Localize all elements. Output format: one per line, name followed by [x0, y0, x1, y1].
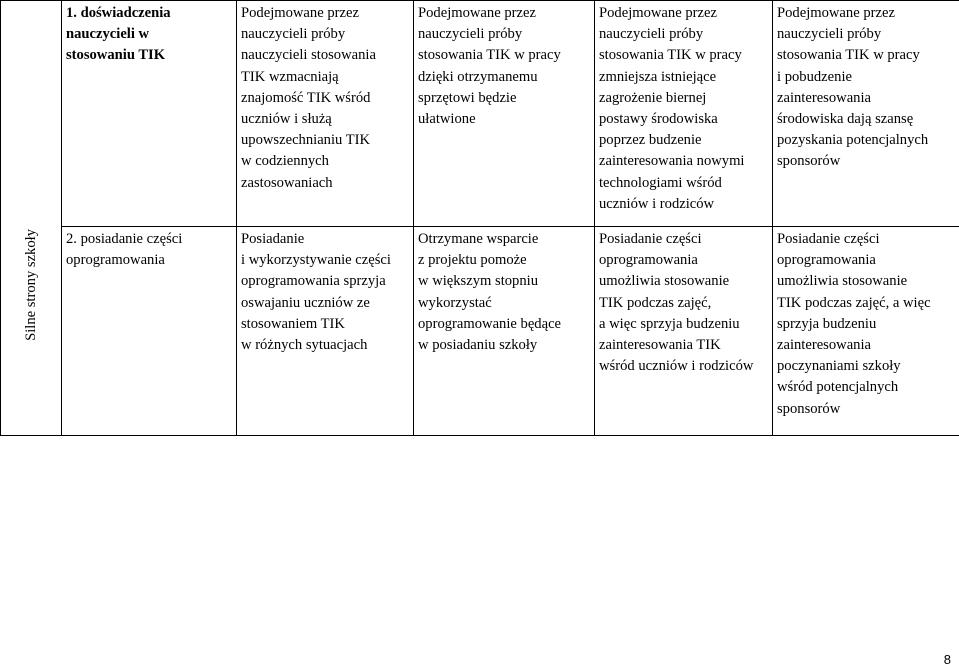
cell-text: Otrzymane wsparcie z projektu pomoże w większym stopniu wykorzystać oprogramowanie będące w posiadaniu szkoły: [418, 231, 562, 354]
cell-text: Podejmowane przez nauczycieli próby stosowania TIK w pracy i pobudzenie zainteresowania środowiska dają szansę pozyskania potencjalnych sponsorów: [777, 5, 929, 170]
table-cell: [595, 227, 773, 436]
row-heading-cell: [62, 1, 237, 227]
cell-text: Podejmowane przez nauczycieli próby stosowania TIK w pracy dzięki otrzymanemu sprzętowi będzie ułatwione: [418, 5, 561, 128]
cell-text: Posiadanie części oprogramowania umożliwia stosowanie TIK podczas zajęć, a więc sprzyja budzeniu zainteresowania poczynaniami szkoły wśród potencjalnych sponsorów: [777, 231, 931, 417]
row-heading: 1. doświadczenia nauczycieli w stosowaniu TIK: [66, 5, 171, 64]
table-row: [1, 227, 959, 436]
side-label: Silne strony szkoły: [22, 228, 39, 341]
table-cell: [414, 1, 595, 227]
page-number: 8: [943, 652, 951, 667]
table-cell: [773, 227, 959, 436]
row-heading: 2. posiadanie części oprogramowania: [66, 231, 183, 269]
table-cell: [773, 1, 959, 227]
cell-text: Podejmowane przez nauczycieli próby nauczycieli stosowania TIK wzmacniają znajomość TIK wśród uczniów i służą upowszechnianiu TIK w codziennych zastosowaniach: [241, 5, 376, 191]
table-cell: [414, 227, 595, 436]
row-heading-cell: [62, 227, 237, 436]
table-cell: [595, 1, 773, 227]
table-row: [1, 1, 959, 227]
cell-text: Posiadanie i wykorzystywanie części oprogramowania sprzyja oswajaniu uczniów ze stosowaniem TIK w różnych sytuacjach: [241, 231, 391, 354]
side-label-cell: [1, 227, 62, 436]
cell-text: Podejmowane przez nauczycieli próby stosowania TIK w pracy zmniejsza istniejące zagrożenie biernej postawy środowiska poprzez budzenie zainteresowania nowymi technologiami wśród uczniów i rodziców: [599, 5, 745, 212]
table-cell: [237, 227, 414, 436]
cell-text: Posiadanie części oprogramowania umożliwia stosowanie TIK podczas zajęć, a więc sprzyja budzeniu zainteresowania TIK wśród uczniów i rodziców: [599, 231, 754, 375]
side-label-cell-top: [1, 1, 62, 227]
table-cell: [237, 1, 414, 227]
